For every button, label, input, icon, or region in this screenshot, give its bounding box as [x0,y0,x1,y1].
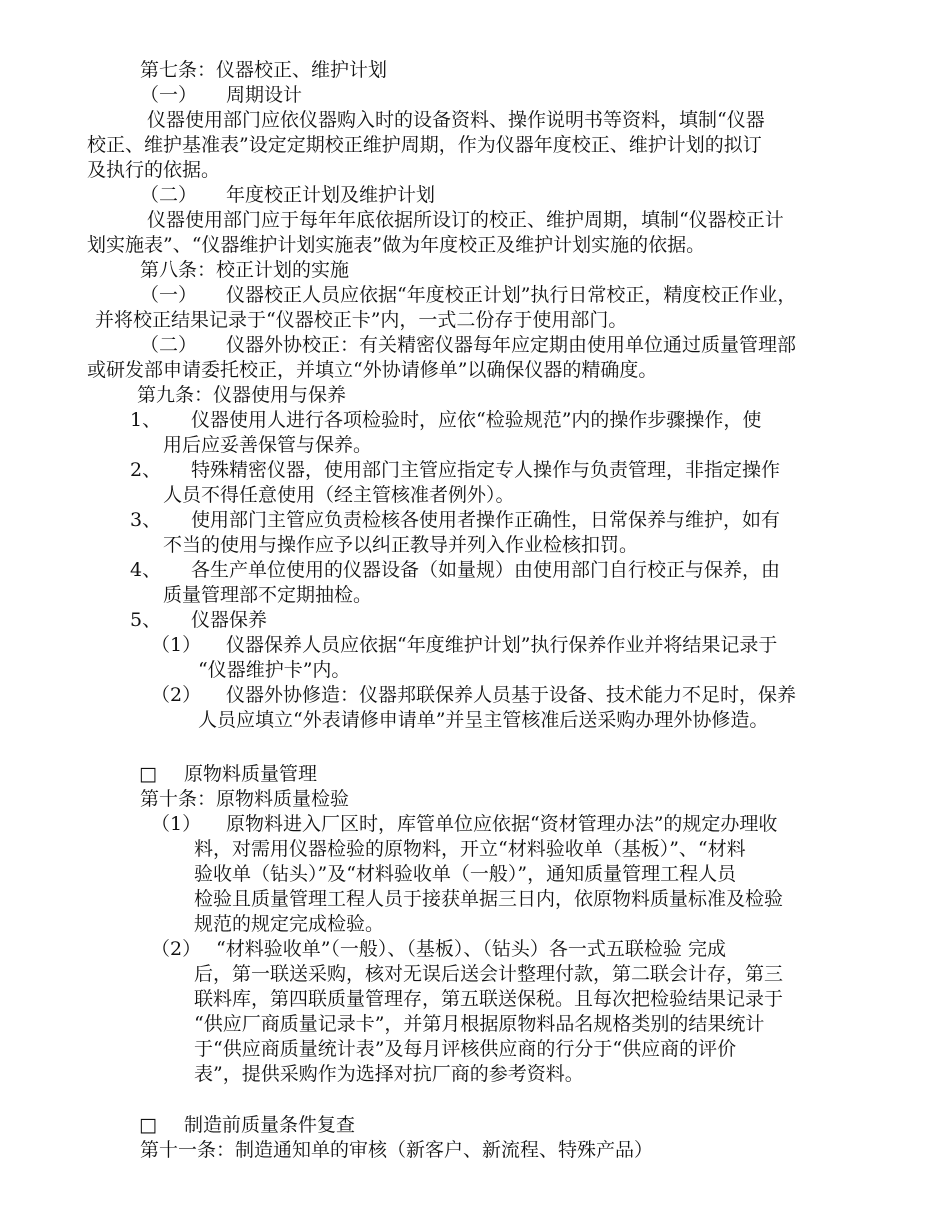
article-10-sub1-line2: 料，对需用仪器检验的原物料，开立“材料验收单（基板）”、“材料 [194,838,746,860]
article-9-num2: 2、 [130,459,162,481]
article-7-sub2-line1: 仪器使用部门应于每年年底依据所设订的校正、维护周期，填制“仪器校正计 [147,209,784,231]
article-10-sub2-line5: 于“供应商质量统计表”及每月评核供应商的行分于“供应商的评价 [194,1038,737,1060]
article-9-num4: 4、 [130,559,162,581]
article-7-sub1-line1: 仪器使用部门应依仪器购入时的设备资料、操作说明书等资料，填制“仪器 [147,109,765,131]
article-8-item1-line2: 并将校正结果记录于“仪器校正卡”内，一式二份存于使用部门。 [95,309,628,331]
article-9-item4-line1: 各生产单位使用的仪器设备（如量规）由使用部门自行校正与保养，由 [191,559,781,581]
article-7-sub1-label: （一） [140,84,198,106]
article-7-sub2-label: （二） [140,184,198,206]
article-9-item1-line2: 用后应妥善保管与保养。 [163,434,373,456]
article-8-item2-line2: 或研发部申请委托校正，并填立“外协请修单”以确保仪器的精确度。 [87,359,658,381]
article-10-sub1-line4: 检验且质量管理工程人员于接获单据三日内，依原物料质量标准及检验 [194,888,784,910]
article-11-title: 第十一条：制造通知单的审核（新客户、新流程、特殊产品） [140,1139,654,1161]
article-7-sub1-line3: 及执行的依据。 [87,159,221,181]
article-9-item1-line1: 仪器使用人进行各项检验时，应依“检验规范”内的操作步骤操作，使 [191,409,762,431]
article-9-sub2-label: （2） [151,684,202,706]
article-8-item2-label: （二） [140,334,198,356]
article-10-sub2-line3: 联料库，第四联质量管理存，第五联送保税。且每次把检验结果记录于 [194,988,784,1010]
section-heading-pre-manufacturing: 制造前质量条件复查 [184,1114,356,1136]
article-7-title: 第七条：仪器校正、维护计划 [140,59,388,81]
article-9-num1: 1、 [130,409,162,431]
checkbox-bullet-icon: □ [139,763,157,785]
section-heading-raw-materials: 原物料质量管理 [184,763,318,785]
article-8-item2-line1: 仪器外协校正：有关精密仪器每年应定期由使用单位通过质量管理部 [226,334,797,356]
article-10-sub2-line2: 后，第一联送采购，核对无误后送会计整理付款，第二联会计存，第三 [194,963,784,985]
article-7-sub2-title: 年度校正计划及维护计划 [226,184,436,206]
article-9-sub2-line2: 人员应填立“外表请修申请单”并呈主管核准后送采购办理外协修造。 [198,709,769,731]
article-10-sub2-line6: 表”，提供采购作为选择对抗厂商的参考资料。 [194,1063,584,1085]
article-7-sub1-line2: 校正、维护基准表”设定定期校正维护周期，作为仪器年度校正、维护计划的拟订 [87,134,762,156]
article-9-item5-title: 仪器保养 [191,609,268,631]
article-9-item3-line2: 不当的使用与操作应予以纠正教导并列入作业检核扣罚。 [163,534,639,556]
article-9-num3: 3、 [130,509,162,531]
article-9-item2-line2: 人员不得任意使用（经主管核准者例外）。 [163,484,515,506]
checkbox-bullet-icon: □ [139,1114,157,1136]
article-10-sub1-line1: 原物料进入厂区时，库管单位应依据“资材管理办法”的规定办理收 [226,813,778,835]
article-9-sub2-line1: 仪器外协修造：仪器邦联保养人员基于设备、技术能力不足时，保养 [226,684,797,706]
article-10-sub2-line4: “供应厂商质量记录卡”，并第月根据原物料品名规格类别的结果统计 [194,1013,765,1035]
article-10-sub1-line3: 验收单（钻头）”及“材料验收单（一般）”，通知质量管理工程人员 [194,863,737,885]
article-10-title: 第十条：原物料质量检验 [140,788,350,810]
article-10-sub1-label: （1） [151,813,202,835]
article-9-num5: 5、 [130,609,162,631]
article-9-sub1-line2: “仪器维护卡”内。 [198,659,351,681]
article-7-sub1-title: 周期设计 [226,84,303,106]
article-10-sub1-line5: 规范的规定完成检验。 [194,913,385,935]
article-8-item1-label: （一） [140,284,198,306]
article-10-sub2-line1: “材料验收单”（一般）、（基板）、（钻头）各一式五联检验 完成 [216,938,726,960]
article-9-sub1-line1: 仪器保养人员应依据“年度维护计划”执行保养作业并将结果记录于 [226,634,778,656]
article-8-item1-line1: 仪器校正人员应依据“年度校正计划”执行日常校正，精度校正作业， [226,284,797,306]
article-9-item2-line1: 特殊精密仪器，使用部门主管应指定专人操作与负责管理，非指定操作 [191,459,781,481]
article-8-title: 第八条：校正计划的实施 [140,259,350,281]
article-9-item3-line1: 使用部门主管应负责检核各使用者操作正确性，日常保养与维护，如有 [191,509,781,531]
article-7-sub2-line2: 划实施表”、“仪器维护计划实施表”做为年度校正及维护计划实施的依据。 [87,234,706,256]
article-9-title: 第九条：仪器使用与保养 [137,384,347,406]
article-10-sub2-label: （2） [151,938,202,960]
article-9-item4-line2: 质量管理部不定期抽检。 [163,584,373,606]
article-9-sub1-label: （1） [151,634,202,656]
